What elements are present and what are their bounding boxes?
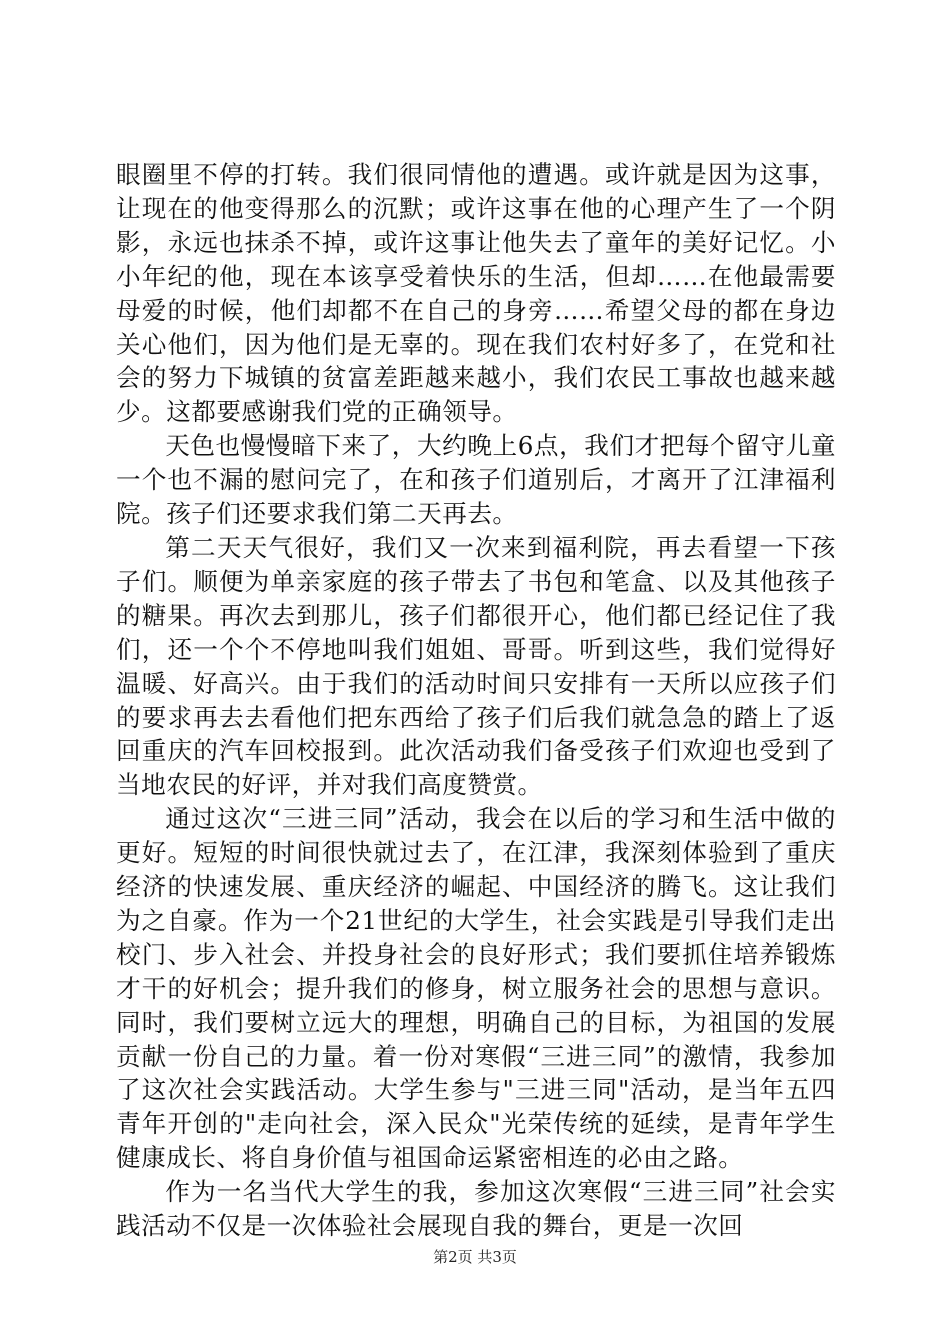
paragraph-1: 眼圈里不停的打转。我们很同情他的遭遇。或许就是因为这事，让现在的他变得那么的沉默；或许这事在他的心理产生了一个阴影，永远也抹杀不掉，或许这事让他失去了童年的美好记忆。小小年纪的他，现在本该享受着快乐的生活，但却……在他最需要母爱的时候，他们却都不在自己的身旁……希望父母的都在身边关心他们，因为他们是无辜的。现在我们农村好多了，在党和社会的努力下城镇的贫富差距越来越小，我们农民工事故也越来越少。这都要感谢我们党的正确领导。 xyxy=(116,160,836,427)
paragraph-4: 通过这次“三进三同”活动，我会在以后的学习和生活中做的更好。短短的时间很快就过去了，在江津，我深刻体验到了重庆经济的快速发展、重庆经济的崛起、中国经济的腾飞。这让我们为之自豪。作为一个21世纪的大学生，社会实践是引导我们走出校门、步入社会、并投身社会的良好形式；我们要抓住培养锻炼才干的好机会；提升我们的修身，树立服务社会的思想与意识。同时，我们要树立远大的理想，明确自己的目标，为祖国的发展贡献一份自己的力量。着一份对寒假“三进三同”的激情，我参加了这次社会实践活动。大学生参与"三进三同"活动，是当年五四青年开创的"走向社会，深入民众"光荣传统的延续，是青年学生健康成长、将自身价值与祖国命运紧密相连的必由之路。 xyxy=(116,804,836,1173)
paragraph-2: 天色也慢慢暗下来了，大约晚上6点，我们才把每个留守儿童一个也不漏的慰问完了，在和孩子们道别后，才离开了江津福利院。孩子们还要求我们第二天再去。 xyxy=(116,431,836,529)
paragraph-3: 第二天天气很好，我们又一次来到福利院，再去看望一下孩子们。顺便为单亲家庭的孩子带去了书包和笔盒、以及其他孩子的糖果。再次去到那儿，孩子们都很开心，他们都已经记住了我们，还一个个不停地叫我们姐姐、哥哥。听到这些，我们觉得好温暖、好高兴。由于我们的活动时间只安排有一天所以应孩子们的要求再去去看他们把东西给了孩子们后我们就急急的踏上了返回重庆的汽车回校报到。此次活动我们备受孩子们欢迎也受到了当地农民的好评，并对我们高度赞赏。 xyxy=(116,532,836,800)
page-number-footer: 第2页 共3页 xyxy=(433,1248,517,1266)
document-body xyxy=(116,158,836,1243)
paragraph-5: 作为一名当代大学生的我，参加这次寒假“三进三同”社会实践活动不仅是一次体验社会展现自我的舞台，更是一次回 xyxy=(116,1177,836,1241)
